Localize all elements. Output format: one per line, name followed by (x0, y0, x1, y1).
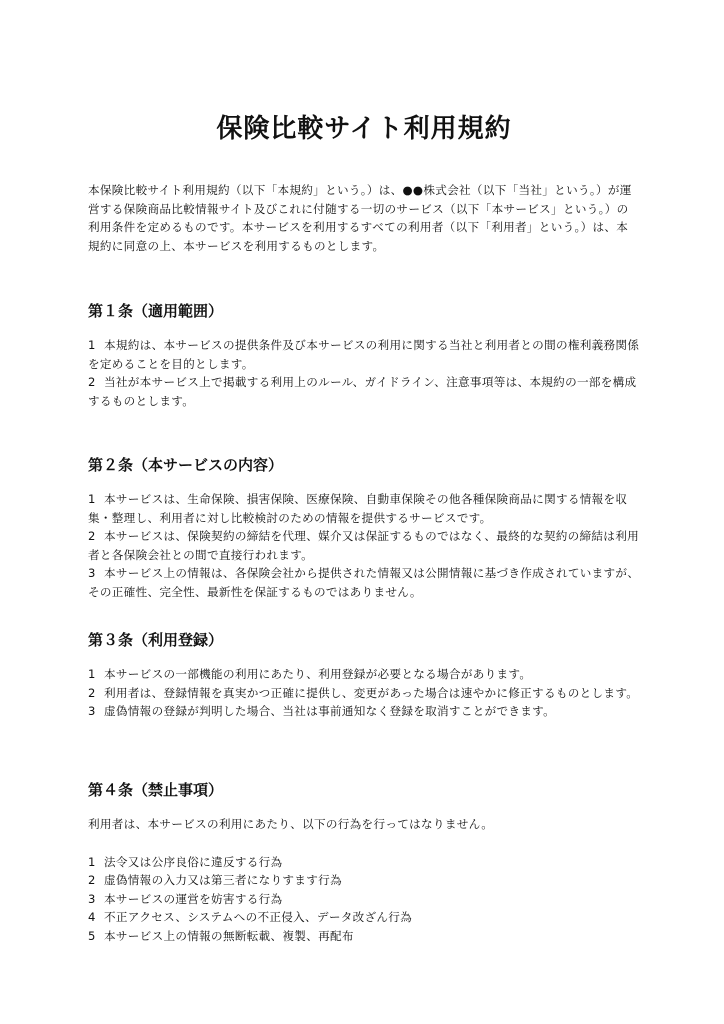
article-item: 3 本サービスの運営を妨害する行為 (88, 891, 283, 906)
article-item: 2 利用者は、登録情報を真実かつ正確に提供し、変更があった場合は速やかに修正するものとします。 (88, 685, 639, 700)
article-item: 2 当社が本サービス上で掲載する利用上のルール、ガイドライン、注意事項等は、本規約の一部を構成するものとします。 (88, 375, 637, 408)
article-item: 1 本サービスの一部機能の利用にあたり、利用登録が必要となる場合があります。 (88, 667, 532, 681)
article-3-registration (88, 630, 640, 721)
document-title: 保険比較サイト利用規約 (216, 114, 512, 144)
article-heading: 第４条（禁止事項） (88, 781, 224, 799)
article-item: 1 本サービスは、生命保険、損害保険、医療保険、自動車保険その他各種保険商品に関する情報を収集・整理し、利用者に対し比較検討のための情報を提供するサービスです。 (88, 492, 628, 525)
article-4-prohibited (88, 780, 640, 946)
intro-paragraph: 本保険比較サイト利用規約（以下「本規約」という。）は、●●株式会社（以下「当社」という。）が運営する保険商品比較情報サイト及びこれに付随する一切のサービス（以下「本サービス」という。）の利用条件を定めるものです。本サービスを利用するすべての利用者（以下「利用者」という。）は、本規約に同意の上、本サービスを利用するものとします。 (88, 183, 632, 253)
article-item: 4 不正アクセス、システムへの不正侵入、データ改ざん行為 (88, 910, 413, 925)
article-2-service-content (88, 455, 640, 602)
article-heading: 第３条（利用登録） (88, 631, 224, 649)
article-item: 1 本規約は、本サービスの提供条件及び本サービスの利用に関する当社と利用者との間の権利義務関係を定めることを目的とします。 (88, 338, 640, 371)
article-heading: 第１条（適用範囲） (88, 302, 224, 320)
article-item: 5 本サービス上の情報の無断転載、複製、再配布 (88, 928, 354, 943)
article-heading: 第２条（本サービスの内容） (88, 456, 284, 474)
article-item: 3 本サービス上の情報は、各保険会社から提供された情報又は公開情報に基づき作成されていますが、その正確性、完全性、最新性を保証するものではありません。 (88, 566, 640, 599)
article-lead: 利用者は、本サービスの利用にあたり、以下の行為を行ってはなりません。 (88, 817, 494, 831)
article-item: 2 虚偽情報の入力又は第三者になりすます行為 (88, 873, 342, 888)
article-1-scope (88, 301, 640, 410)
article-item: 3 虚偽情報の登録が判明した場合、当社は事前通知なく登録を取消すことができます。 (88, 704, 556, 719)
article-item: 1 法令又は公序良俗に違反する行為 (88, 854, 283, 869)
article-item: 2 本サービスは、保険契約の締結を代理、媒介又は保証するものではなく、最終的な契約の締結は利用者と各保険会社との間で直接行われます。 (88, 529, 639, 562)
